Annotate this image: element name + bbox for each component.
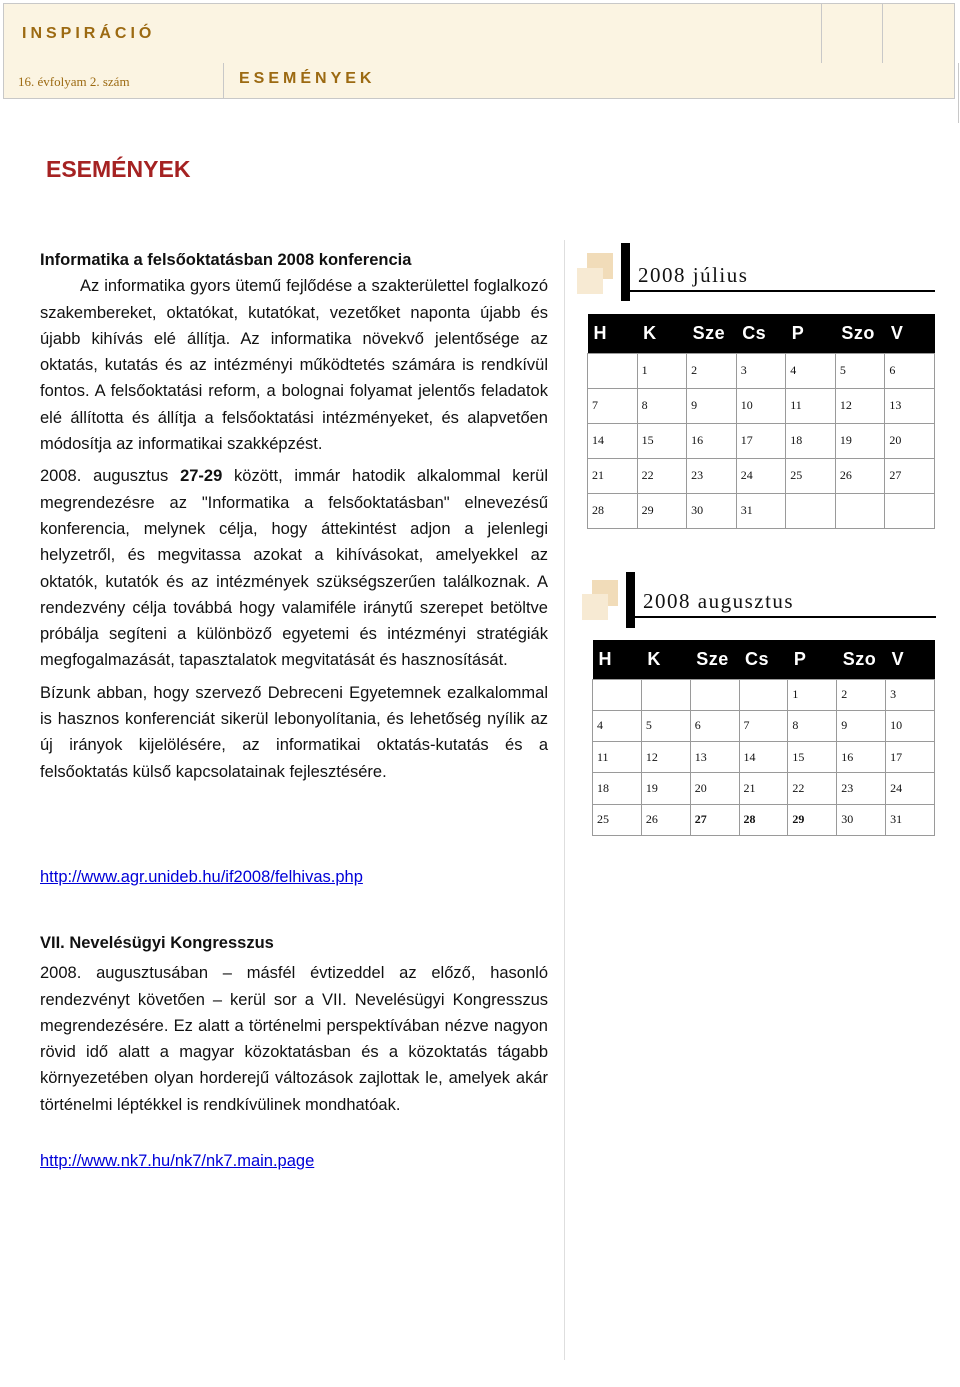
calendar-weekday: V bbox=[885, 314, 935, 353]
calendar-week-row bbox=[588, 458, 935, 493]
calendar-day-cell: 22 bbox=[637, 458, 687, 493]
calendar-day-cell: 8 bbox=[637, 388, 687, 423]
calendar-day-cell bbox=[885, 493, 935, 528]
section-name: ESEMÉNYEK bbox=[239, 70, 376, 87]
page-header bbox=[3, 3, 955, 64]
calendar-day-cell: 29 bbox=[637, 493, 687, 528]
calendar-day-cell bbox=[835, 493, 885, 528]
header-divider bbox=[882, 4, 883, 63]
article-paragraph: 2008. augusztusában – másfél évtizeddel az előző, hasonló rendezvényt követően – kerül sor a VII. Nevelésügyi Kongresszus megrendezésére. Ez alatt a történelmi perspektívában nézve nagyon rövid idő alatt a magyar közoktatásban és a közoktatás tágabb környezetében olyan horderejű változások zajlottak le, amelyek akár történelmi léptékkel is rendkívülinek mondhatóak. bbox=[40, 964, 548, 1114]
calendar-day-cell bbox=[641, 679, 690, 710]
congress-link[interactable]: http://www.nk7.hu/nk7/nk7.main.page bbox=[40, 1152, 315, 1170]
calendar-days-row bbox=[588, 314, 935, 353]
calendar-week-row bbox=[588, 493, 935, 528]
calendar-day-cell: 16 bbox=[837, 742, 886, 773]
magazine-name: INSPIRÁCIÓ bbox=[22, 25, 156, 42]
calendar-day-cell: 1 bbox=[637, 353, 687, 388]
article-paragraph: Az informatika gyors ütemű fejlődése a szakterülettel foglalkozó szakembereket, oktatókat, kutatókat, vezetőket naponta újabb és újabb kihívás elé állítja. Az informatika növekvő jelentősége az oktatás, kutatás és az intézményi működtetés számára is rendkívül fontos. A felsőoktatási reform, a bolognai folyamat jelentős feladatok elé állította és állítja a felsőoktatási intézményeket, és alapvetően módosítja az informatikai szakképzést. bbox=[40, 277, 548, 454]
calendar-day-cell: 15 bbox=[788, 742, 837, 773]
calendar-day-cell: 11 bbox=[786, 388, 836, 423]
page-subheader bbox=[3, 63, 955, 99]
calendar-weekday: P bbox=[786, 314, 836, 353]
calendar-day-cell: 15 bbox=[637, 423, 687, 458]
decor-bar bbox=[621, 243, 630, 301]
calendar-day-cell: 22 bbox=[788, 773, 837, 804]
decor-square bbox=[577, 268, 603, 294]
calendar-day-cell: 5 bbox=[641, 710, 690, 741]
issue-number: 16. évfolyam 2. szám bbox=[18, 74, 130, 89]
calendar-weekday: K bbox=[637, 314, 687, 353]
article-paragraph: Bízunk abban, hogy szervező Debreceni Egyetemnek ezalkalommal is hasznos konferenciát sikerül lebonyolítania, és lehetőség nyílik az új irányok kijelölésére, az informatikai oktatás-kutatás és a felsőoktatás külső kapcsolatainak fejlesztésére. bbox=[40, 683, 548, 781]
calendar-day-cell: 20 bbox=[885, 423, 935, 458]
calendar-july-header bbox=[577, 243, 937, 303]
calendar-day-cell: 31 bbox=[736, 493, 786, 528]
conference-link[interactable]: http://www.agr.unideb.hu/if2008/felhivas.php bbox=[40, 868, 363, 886]
article-nevelesugy bbox=[40, 930, 548, 1118]
calendar-day-cell: 3 bbox=[736, 353, 786, 388]
event-dates: 27-29 bbox=[180, 467, 223, 486]
calendar-weekday: Szo bbox=[837, 640, 886, 679]
header-divider bbox=[821, 4, 822, 63]
calendar-day-cell: 2 bbox=[837, 679, 886, 710]
calendar-day-cell: 9 bbox=[687, 388, 737, 423]
calendar-day-cell: 17 bbox=[736, 423, 786, 458]
calendar-day-cell: 14 bbox=[739, 742, 788, 773]
calendar-day-cell: 24 bbox=[886, 773, 935, 804]
calendar-day-cell: 23 bbox=[687, 458, 737, 493]
calendar-day-cell: 4 bbox=[786, 353, 836, 388]
calendar-day-cell: 4 bbox=[593, 710, 642, 741]
calendar-day-cell: 7 bbox=[739, 710, 788, 741]
calendar-day-cell: 19 bbox=[835, 423, 885, 458]
calendar-day-cell: 6 bbox=[885, 353, 935, 388]
calendar-july bbox=[587, 314, 935, 529]
calendar-weekday: Cs bbox=[736, 314, 786, 353]
calendar-day-cell: 24 bbox=[736, 458, 786, 493]
calendar-day-cell: 7 bbox=[588, 388, 638, 423]
calendar-day-cell: 23 bbox=[837, 773, 886, 804]
calendar-day-cell: 3 bbox=[886, 679, 935, 710]
decor-square bbox=[582, 594, 608, 620]
calendar-weekday: Sze bbox=[690, 640, 739, 679]
decor-rule bbox=[626, 616, 936, 618]
calendar-day-cell: 1 bbox=[788, 679, 837, 710]
calendar-day-cell: 27 bbox=[885, 458, 935, 493]
paragraph-text: 2008. augusztus bbox=[40, 467, 181, 486]
calendar-day-cell: 16 bbox=[687, 423, 737, 458]
calendar-day-cell bbox=[690, 679, 739, 710]
calendar-weekday: P bbox=[788, 640, 837, 679]
calendar-day-cell: 20 bbox=[690, 773, 739, 804]
calendar-day-cell: 12 bbox=[641, 742, 690, 773]
calendar-week-row bbox=[593, 679, 935, 710]
calendar-day-cell: 21 bbox=[739, 773, 788, 804]
calendar-week-row bbox=[588, 423, 935, 458]
paragraph-text: között, immár hatodik alkalommal kerül megrendezésre az "Informatika a felsőoktatásban" elnevezésű konferencia, melynek célja, hogy áttekintést adjon a jelenlegi helyzetről, és megvitassa azokat a kihívásokat, amelyekkel az oktatók, kutatók és az intézmények szükségszerűen találkoznak. A rendezvény célja továbbá hogy valamiféle iránytű szerepet betöltve próbálja segíteni a különböző egyetemi és intézményi stratégiák megfogalmazását, tapasztalatok megvitatását és hasznosítását. bbox=[40, 467, 548, 670]
calendar-august bbox=[592, 640, 935, 836]
article-title: Informatika a felsőoktatásban 2008 konferencia bbox=[40, 251, 412, 269]
calendar-day-cell: 25 bbox=[786, 458, 836, 493]
page-title: ESEMÉNYEK bbox=[46, 156, 191, 182]
calendar-day-cell: 30 bbox=[687, 493, 737, 528]
calendar-weekday: H bbox=[588, 314, 638, 353]
calendar-title: 2008 július bbox=[638, 263, 749, 287]
calendar-day-cell: 17 bbox=[886, 742, 935, 773]
calendar-day-cell: 13 bbox=[690, 742, 739, 773]
calendar-weekday: H bbox=[593, 640, 642, 679]
decor-rule bbox=[621, 290, 935, 292]
calendar-day-cell: 2 bbox=[687, 353, 737, 388]
calendar-week-row bbox=[593, 773, 935, 804]
column-divider bbox=[564, 240, 565, 1360]
calendar-day-cell: 28 bbox=[739, 804, 788, 835]
calendar-weekday: K bbox=[641, 640, 690, 679]
calendar-day-cell: 12 bbox=[835, 388, 885, 423]
calendar-day-cell: 27 bbox=[690, 804, 739, 835]
calendar-weekday: V bbox=[886, 640, 935, 679]
calendar-day-cell: 28 bbox=[588, 493, 638, 528]
calendar-day-cell bbox=[593, 679, 642, 710]
decor-bar bbox=[626, 572, 635, 628]
calendar-day-cell: 26 bbox=[835, 458, 885, 493]
calendar-title: 2008 augusztus bbox=[643, 589, 795, 613]
calendar-weekday: Cs bbox=[739, 640, 788, 679]
article-informatika bbox=[40, 247, 548, 785]
calendar-august-header bbox=[582, 572, 942, 632]
calendar-day-cell: 9 bbox=[837, 710, 886, 741]
calendar-week-row bbox=[588, 388, 935, 423]
calendar-day-cell: 13 bbox=[885, 388, 935, 423]
calendar-day-cell bbox=[786, 493, 836, 528]
calendar-day-cell: 31 bbox=[886, 804, 935, 835]
calendar-day-cell: 10 bbox=[736, 388, 786, 423]
calendar-day-cell: 19 bbox=[641, 773, 690, 804]
calendar-day-cell: 14 bbox=[588, 423, 638, 458]
calendar-day-cell bbox=[739, 679, 788, 710]
calendar-day-cell: 29 bbox=[788, 804, 837, 835]
calendar-day-cell: 18 bbox=[786, 423, 836, 458]
calendar-day-cell: 10 bbox=[886, 710, 935, 741]
calendar-week-row bbox=[593, 804, 935, 835]
calendar-day-cell: 25 bbox=[593, 804, 642, 835]
article-paragraph bbox=[40, 463, 548, 673]
calendar-weekday: Szo bbox=[835, 314, 885, 353]
calendar-weekday: Sze bbox=[687, 314, 737, 353]
header-right-rule bbox=[958, 63, 959, 123]
calendar-day-cell: 8 bbox=[788, 710, 837, 741]
calendar-week-row bbox=[593, 742, 935, 773]
calendar-day-cell: 21 bbox=[588, 458, 638, 493]
article-title: VII. Nevelésügyi Kongresszus bbox=[40, 934, 274, 952]
calendar-day-cell: 6 bbox=[690, 710, 739, 741]
calendar-day-cell: 5 bbox=[835, 353, 885, 388]
calendar-day-cell: 30 bbox=[837, 804, 886, 835]
calendar-week-row bbox=[593, 710, 935, 741]
subheader-divider bbox=[223, 63, 224, 98]
calendar-day-cell bbox=[588, 353, 638, 388]
calendar-week-row bbox=[588, 353, 935, 388]
calendar-day-cell: 26 bbox=[641, 804, 690, 835]
calendar-day-cell: 11 bbox=[593, 742, 642, 773]
calendar-day-cell: 18 bbox=[593, 773, 642, 804]
calendar-days-row bbox=[593, 640, 935, 679]
